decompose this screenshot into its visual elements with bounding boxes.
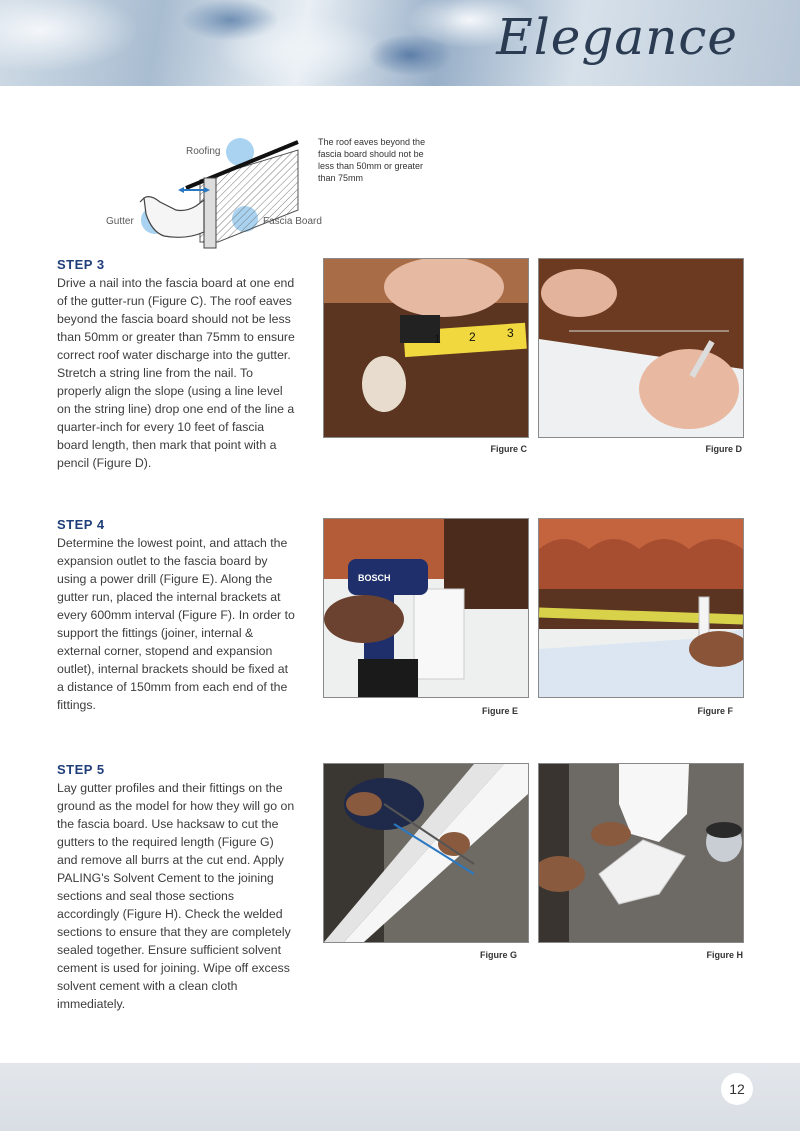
figure-h-caption: Figure H [706, 950, 743, 960]
figure-f-caption: Figure F [697, 706, 733, 716]
figure-e-photo [323, 518, 529, 698]
figure-f-photo [538, 518, 744, 698]
step-4-text: Determine the lowest point, and attach the expansion outlet to the fascia board by using a power drill (Figure E). Along the gutter run, placed the internal brackets at every 600mm interval (Figure F). In order to support the fittings (joiner, internal & external corner, stopend and expansion outlet), internal brackets should be fixed at a distance of 150mm from each end of the fittings. [57, 536, 295, 712]
step-4-heading: STEP 4 [57, 517, 105, 532]
footer-band [0, 1063, 800, 1131]
tape-number-3: 3 [507, 326, 514, 340]
figure-g-caption: Figure G [479, 950, 517, 960]
figure-h-photo [538, 763, 744, 943]
step-5-text: Lay gutter profiles and their fittings on the ground as the model for how they will go on the fascia board. Use hacksaw to cut the gutters to the required length (Figure G) and remove all burrs at the cut end. Apply PALING's Solvent Cement to the joining sections and seal those sections accordingly (Figure H). Check the welded sections to ensure that they are completely sealed together. Ensure sufficient solvent cement is used for joining. Wipe off excess solvent cement with a clean cloth immediately. [57, 781, 295, 1011]
roofing-label: Roofing [186, 146, 221, 157]
step-3-text: Drive a nail into the fascia board at one end of the gutter-run (Figure C). The roof eaves beyond the fascia board should not be less than 50mm or greater than 75mm to ensure correct roof water discharge into the gutter. Stretch a string line from the nail. To properly align the slope (using a line level on the string line) drop one end of the line a quarter-inch for every 10 feet of fascia board length, then mark that point with a pencil (Figure D). [57, 276, 295, 470]
step-5-heading: STEP 5 [57, 762, 105, 777]
header-banner [0, 0, 800, 86]
page-number: 12 [721, 1073, 753, 1105]
tape-number-2: 2 [469, 330, 476, 344]
fascia-diagram [100, 132, 340, 257]
page-title: Elegance [496, 8, 738, 66]
figure-c-caption: Figure C [490, 444, 527, 454]
figure-d-photo [538, 258, 744, 438]
tape-number-1: 1 [434, 332, 441, 346]
step-3-heading: STEP 3 [57, 257, 105, 272]
gutter-label: Gutter [106, 216, 134, 227]
figure-d-caption: Figure D [705, 444, 742, 454]
figure-c-photo [323, 258, 529, 438]
eaves-note: The roof eaves beyond the fascia board should not be less than 50mm or greater than 75mm [318, 137, 426, 183]
drill-brand-text: BOSCH [358, 573, 391, 583]
figure-g-photo [323, 763, 529, 943]
figure-e-caption: Figure E [481, 706, 518, 716]
fascia-board-label: Fascia Board [263, 216, 322, 227]
